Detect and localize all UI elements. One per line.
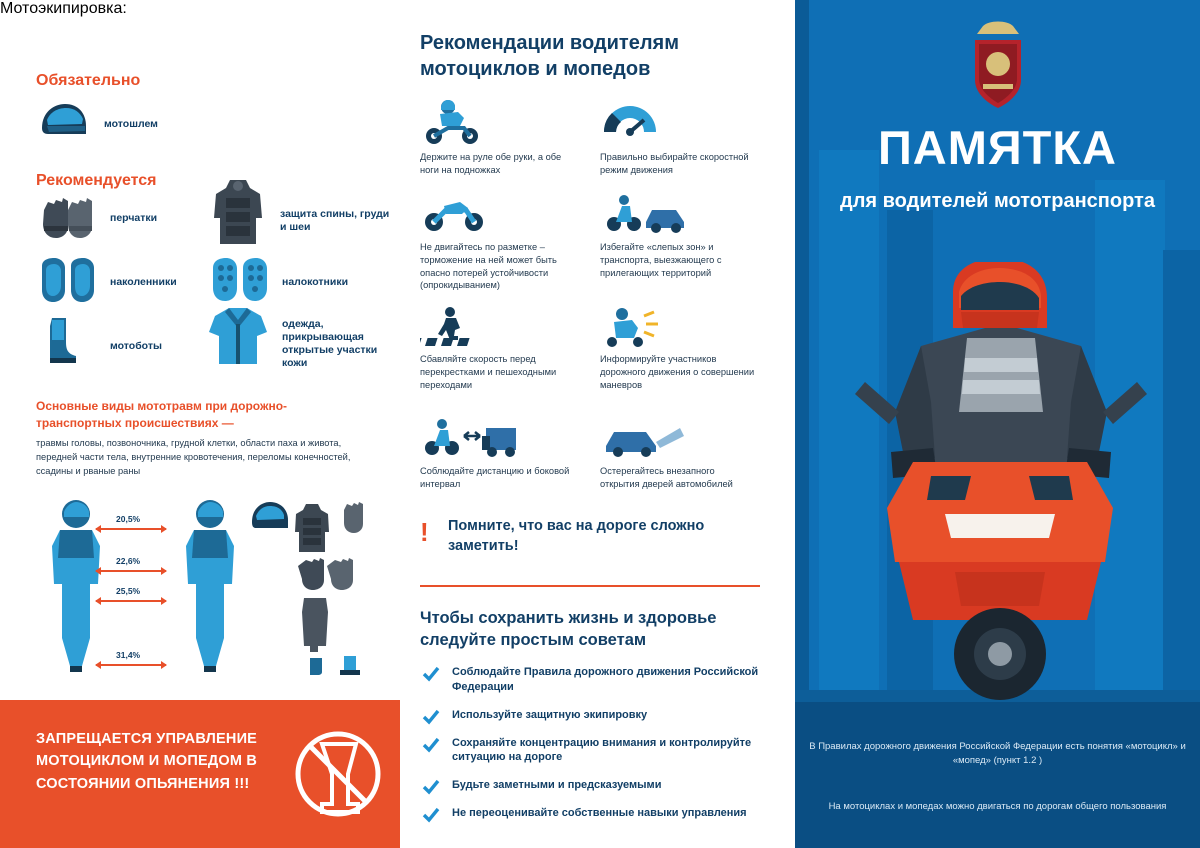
boots-icon bbox=[42, 316, 98, 366]
gloves-label: перчатки bbox=[110, 212, 158, 224]
stat-value-1: 20,5% bbox=[116, 514, 141, 524]
tip-7 bbox=[420, 418, 575, 491]
elbow-pads-icon bbox=[208, 256, 270, 304]
tip-6 bbox=[600, 306, 755, 391]
exclamation-icon: ! bbox=[420, 517, 429, 547]
middle-column bbox=[400, 0, 795, 848]
must-have-label: Обязательно bbox=[36, 72, 141, 89]
recommendations-title: Рекомендации водителям мотоциклов и мопедов bbox=[420, 32, 679, 80]
prohibition-banner bbox=[0, 700, 400, 848]
distance-truck-icon bbox=[420, 418, 520, 460]
advice-text: Не переоценивайте собственные навыки управления bbox=[452, 807, 747, 820]
motorcyclist-illustration bbox=[835, 262, 1165, 702]
list-item bbox=[422, 806, 767, 821]
knee-pads-label: наколенники bbox=[110, 276, 177, 288]
tip-2-text: Правильно выбирайте скоростной режим движения bbox=[600, 152, 749, 175]
advice-title: Чтобы сохранить жизнь и здоровье следуйте простым советам bbox=[420, 609, 717, 650]
jacket-label: одежда, прикрывающая открытые участки кожи bbox=[282, 318, 378, 370]
tip-8-text: Остерегайтесь внезапного открытия дверей автомобилей bbox=[600, 466, 733, 489]
stat-value-3: 25,5% bbox=[116, 586, 141, 596]
no-alcohol-icon bbox=[292, 724, 384, 824]
remember-block bbox=[420, 517, 760, 556]
recommended-label: Рекомендуется bbox=[36, 172, 157, 189]
gloves-icon bbox=[38, 196, 96, 242]
tip-3-text: Не двигайтесь по разметке – торможение на ней может быть опасно потерей устойчивости (опрокидыванием) bbox=[420, 242, 557, 291]
knee-pads-icon bbox=[38, 256, 98, 304]
trauma-heading: Основные виды мототравм при дорожно-транспортных происшествиях — bbox=[36, 399, 288, 431]
advice-list bbox=[422, 665, 767, 834]
pedestrian-crossing-icon bbox=[420, 306, 486, 348]
tip-1-text: Держите на руле обе руки, а обе ноги на подножках bbox=[420, 152, 562, 175]
check-icon bbox=[422, 778, 440, 796]
body-armor-icon bbox=[210, 178, 266, 250]
motorcycle-rider-icon bbox=[420, 98, 484, 146]
stat-arrow-1 bbox=[96, 528, 166, 530]
car-door-open-icon bbox=[600, 418, 692, 460]
remember-text: Помните, что вас на дороге сложно заметить! bbox=[448, 518, 705, 554]
tip-5-text: Сбавляйте скорость перед перекрестками и пешеходными переходами bbox=[420, 354, 557, 390]
page-title: Мотоэкипировка: bbox=[0, 0, 127, 17]
elbow-pads-label: налокотники bbox=[282, 276, 349, 288]
list-item bbox=[422, 665, 767, 695]
list-item bbox=[422, 778, 767, 793]
list-item bbox=[422, 736, 767, 766]
footnote-2: На мотоциклах и мопедах можно двигаться по дорогам общего пользования bbox=[828, 801, 1167, 812]
trauma-text: травмы головы, позвоночника, грудной клетки, области паха и живота, передней части тела, внутренние кровотечения, переломы конечностей, ссадины и рваные раны bbox=[36, 438, 351, 476]
cover-title: ПАМЯТКА bbox=[878, 121, 1117, 174]
tip-1 bbox=[420, 98, 575, 177]
stat-arrow-3 bbox=[96, 600, 166, 602]
tip-4 bbox=[600, 192, 755, 279]
stat-arrow-4 bbox=[96, 664, 166, 666]
footnote-1: В Правилах дорожного движения Российской Федерации есть понятия «мотоцикл» и «мопед» (пункт 1.2 ) bbox=[809, 741, 1186, 767]
helmet-label: мотошлем bbox=[104, 118, 158, 130]
motorcycle-lane-icon bbox=[420, 192, 490, 236]
check-icon bbox=[422, 665, 440, 683]
advice-text: Сохраняйте концентрацию внимания и контролируйте ситуацию на дороге bbox=[452, 736, 752, 764]
cover-subtitle: для водителей мототранспорта bbox=[840, 190, 1155, 212]
check-icon bbox=[422, 708, 440, 726]
tip-3 bbox=[420, 192, 575, 292]
stat-value-4: 31,4% bbox=[116, 650, 141, 660]
stat-arrow-2 bbox=[96, 570, 166, 572]
advice-text: Будьте заметными и предсказуемыми bbox=[452, 779, 662, 792]
advice-text: Используйте защитную экипировку bbox=[452, 708, 648, 721]
tip-8 bbox=[600, 418, 755, 491]
blind-spot-car-icon bbox=[600, 192, 690, 236]
tip-2 bbox=[600, 98, 755, 177]
boots-label: мотоботы bbox=[110, 340, 162, 352]
gear-thumbnails bbox=[248, 500, 388, 675]
check-icon bbox=[422, 736, 440, 754]
helmet-icon bbox=[38, 100, 90, 142]
speedometer-icon bbox=[600, 98, 660, 146]
tip-4-text: Избегайте «слепых зон» и транспорта, выезжающего с прилегающих территорий bbox=[600, 242, 722, 278]
gibdd-emblem-icon bbox=[963, 18, 1033, 110]
tip-5 bbox=[420, 306, 575, 391]
prohibition-text: ЗАПРЕЩАЕТСЯ УПРАВЛЕНИЕ МОТОЦИКЛОМ И МОПЕДОМ В СОСТОЯНИИ ОПЬЯНЕНИЯ !!! bbox=[36, 731, 258, 792]
tip-7-text: Соблюдайте дистанцию и боковой интервал bbox=[420, 466, 570, 489]
body-armor-label: защита спины, груди и шеи bbox=[280, 208, 390, 234]
advice-text: Соблюдайте Правила дорожного движения Российской Федерации bbox=[452, 666, 759, 693]
check-icon bbox=[422, 806, 440, 824]
turn-signal-icon bbox=[600, 306, 666, 348]
stat-value-2: 22,6% bbox=[116, 556, 141, 566]
divider bbox=[420, 585, 760, 587]
jacket-icon bbox=[205, 306, 271, 368]
cover-panel bbox=[795, 0, 1200, 848]
list-item bbox=[422, 708, 767, 723]
tip-6-text: Информируйте участников дорожного движения о совершении маневров bbox=[600, 354, 755, 390]
left-column bbox=[0, 0, 400, 848]
